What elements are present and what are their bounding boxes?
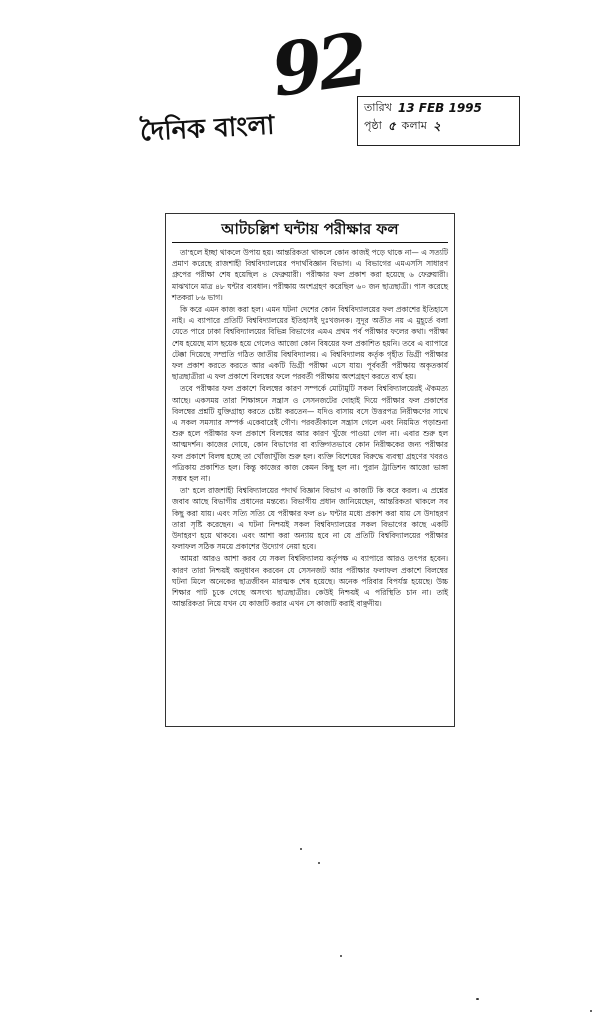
stamp-date-value: 13 FEB 1995	[397, 101, 482, 115]
stamp-page-label: পৃষ্ঠা	[364, 119, 382, 132]
stamp-date-label: তারিখ	[364, 101, 392, 114]
scan-speck	[318, 862, 320, 864]
article-paragraph: তা' হলে রাজশাহী বিশ্ববিদ্যালয়ের পদার্থ বিজ্ঞান বিভাগ এ কাজটি কি করে করল। এ প্রশ্নের জবাব আছে বিভাগীয় প্রধানের মন্তব্যে। বিভাগীয় প্রধান জানিয়েছেন, আন্তরিকতা থাকলে সব কিছু করা যায়। এবং সত্যি সত্যি যে পরীক্ষার ফল ৪৮ ঘন্টার মধ্যে প্রকাশ করা যায় সে উদাহরণ তারা সৃষ্টি করেছেন। এ ঘটনা নিশ্চয়ই সকল বিশ্ববিদ্যালয়ের সকল বিভাগের কাছে একটি উদাহরণ হয়ে থাকবে। এবং আশা করা অন্যায় হবে না যে প্রতিটি বিশ্ববিদ্যালয়ের পরীক্ষার ফলাফল সঠিক সময়ে প্রকাশের উদ্যোগ নেয়া হবে।	[172, 486, 448, 552]
stamp-page-row	[364, 117, 513, 135]
article-headline: আটচল্লিশ ঘন্টায় পরীক্ষার ফল	[172, 220, 448, 243]
article-paragraph: তা'হলে ইচ্ছা থাকলে উপায় হয়। আন্তরিকতা থাকলে কোন কাজই পড়ে থাকে না— এ সত্যটি প্রমাণ করেছে রাজশাহী বিশ্ববিদ্যালয়ের পদার্থবিজ্ঞান বিভাগ। এ বিভাগের এমএসসি সাধারণ গ্রুপের পরীক্ষা শেষ হয়েছিল ৪ ফেব্রুয়ারী। পরীক্ষার ফল প্রকাশ করা হয়েছে ৬ ফেব্রুয়ারী। মাঝখানে মাত্র ৪৮ ঘন্টার ব্যবধান। পরীক্ষায় অংশগ্রহণ করেছিল ৬০ জন ছাত্রছাত্রী। পাস করেছে শতকরা ৮৬ ভাগ।	[172, 248, 448, 302]
scan-speck	[590, 1010, 592, 1012]
stamp-date-row	[364, 99, 513, 117]
stamp-column-label: কলাম	[401, 119, 427, 132]
scan-speck	[300, 848, 302, 850]
article-paragraph: তবে পরীক্ষার ফল প্রকাশে বিলম্বের কারণ সম্পর্কে মোটামুটি সকল বিশ্ববিদ্যালয়েরই ঐকমত্য আছে। একসময় তারা শিক্ষাঙ্গনে সন্ত্রাস ও সেসনজটের দোহাই দিয়ে পরীক্ষার ফল প্রকাশের বিলম্বের প্রশ্নটি যুক্তিগ্রাহ্য করতে চেষ্টা করতেন— যদিও বাসায় বসে উত্তরপত্র নিরীক্ষণের সাথে এ সকল সমস্যার সম্পর্ক একেবারেই গৌণ। পরবর্তীকালে সন্ত্রাস গেলে এবং নিয়মিত পড়াশুনা শুরু হলে পরীক্ষার ফল প্রকাশে বিলম্বের আর কারণ খুঁজে পাওয়া গেল না। এবার শুরু হল আত্মদর্শন। কাজের দোষে, কোন বিভাগের বা ব্যক্তিগতভাবে কোন নিরীক্ষকের জন্য পরীক্ষার ফল প্রকাশে বিলম্ব হচ্ছে তা খোঁজাখুঁজি শুরু হল। ব্যক্তি বিশেষের বিরুদ্ধে ব্যবস্থা গ্রহণের খবরও পত্রিকায় প্রকাশিত হল। কিন্তু কাজের কাজ কেমন কিছু হল না। পুরান ট্রাডিশন আজো ভাঙ্গা সম্ভব হল না।	[172, 384, 448, 484]
newspaper-name: দৈনিক বাংলা	[139, 110, 276, 148]
article-paragraph: কি করে এমন কাজ করা হল। এমন ঘটনা দেশের কোন বিশ্ববিদ্যালয়ের ফল প্রকাশের ইতিহাসে নাই। এ ব্যাপারে প্রতিটি বিশ্ববিদ্যালয়ের ইতিহাসই দুঃখজনক। সুদূর অতীত নয় এ মুহূর্তে বলা যেতে পারে ঢাকা বিশ্ববিদ্যালয়ের বিভিন্ন বিভাগের এমএ প্রথম পর্ব পরীক্ষার ফলের কথা। পরীক্ষা শেষ হয়েছে মাস ছয়েক হয়ে গেলেও আজো কোন বিষয়ের ফল প্রকাশিত হয়নি। তবে এ ব্যাপারে টেক্কা দিয়েছে সম্প্রতি গঠিত জাতীয় বিশ্ববিদ্যালয়। এ বিশ্ববিদ্যালয় কর্তৃক গৃহীত ডিগ্রী পরীক্ষার ফল প্রকাশ করতে করতে আর একটি ডিগ্রী পরীক্ষা এসে যায়। পূর্ববর্তী পরীক্ষায় অকৃতকার্য ছাত্রছাত্রীরা এ ফল প্রকাশে বিলম্বের ফলে পরবর্তী পরীক্ষায় অংশগ্রহণ করতে ব্যর্থ হয়।	[172, 305, 448, 382]
scan-speck	[476, 998, 479, 1000]
stamp-page-value: ৫	[387, 119, 396, 133]
stamp-column-value: ২	[432, 119, 441, 133]
date-stamp	[357, 96, 520, 146]
scan-speck	[340, 955, 342, 957]
newspaper-clipping	[165, 213, 455, 727]
article-paragraph: আমরা আরও আশা করব যে সকল বিশ্ববিদ্যালয় কর্তৃপক্ষ এ ব্যাপারে আরও তৎপর হবেন। কারণ তারা নিশ্চয়ই অনুধাবন করবেন যে সেসনজট আর পরীক্ষার ফলাফল প্রকাশে বিলম্বের ঘটনা মিলে অনেকের ছাত্রজীবন মারত্মক শেষ হয়েছে। অনেক পরিবার বিপর্যস্ত হয়েছে। উচ্চ শিক্ষার পাট চুকে গেছে অসংখ্য ছাত্রছাত্রীর। কেউই নিশ্চয়ই এ পরিস্থিতি চান না। তাই আন্তরিকতা নিয়ে যখন যে কাজটি করার এখন সে কাজটি করাই বাঞ্ছনীয়।	[172, 554, 448, 609]
page-number: 92	[266, 15, 370, 114]
